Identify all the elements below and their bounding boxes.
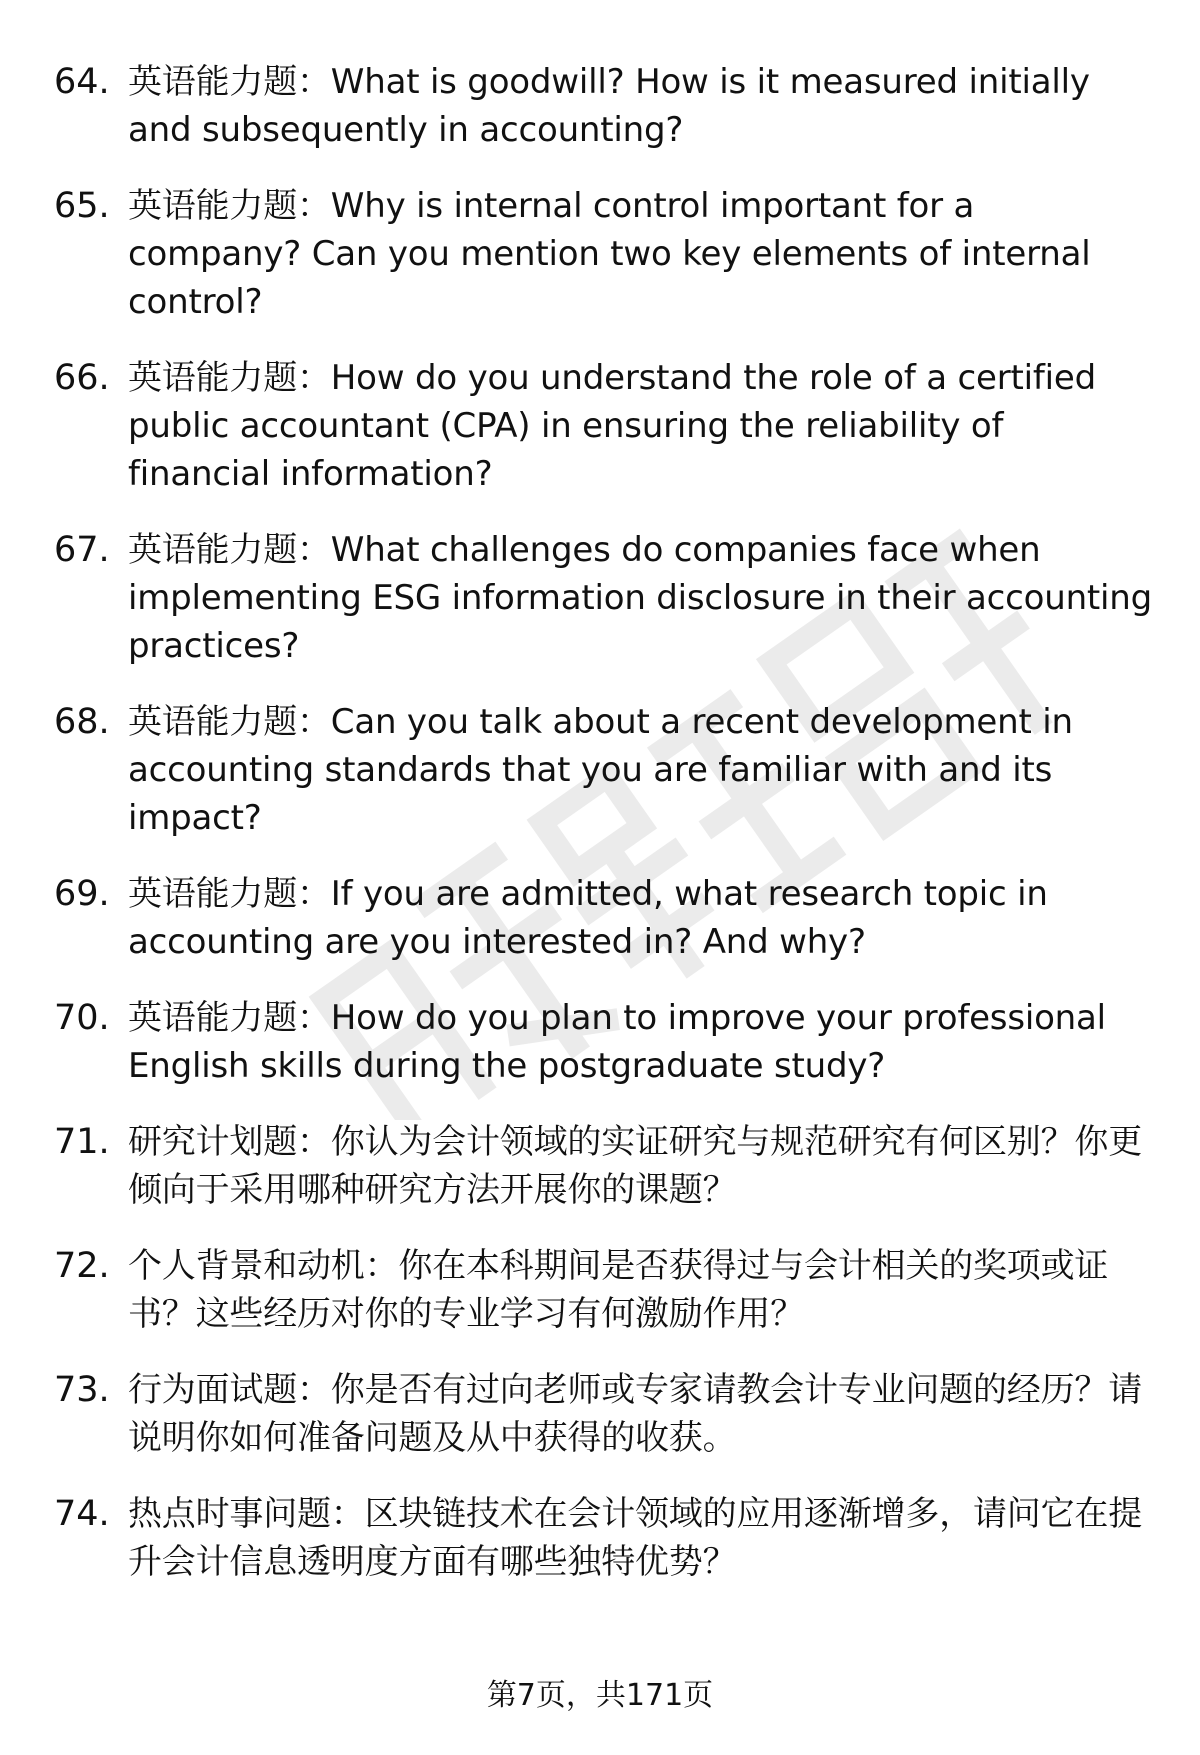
question-item [54,870,1154,966]
question-number: 72. [54,1246,110,1286]
question-number: 69. [54,874,110,914]
page-footer [0,1676,1200,1716]
question-number: 67. [54,530,110,570]
question-text: 英语能力题：Why is internal control important for a company? Can you mention two key elements of internal control? [128,186,1091,322]
question-number: 74. [54,1494,110,1534]
question-number: 68. [54,702,110,742]
question-number: 64. [54,62,110,102]
question-item [54,58,1154,154]
question-number: 71. [54,1122,110,1162]
question-text: 个人背景和动机：你在本科期间是否获得过与会计相关的奖项或证书？这些经历对你的专业学习有何激励作用？ [128,1246,1109,1334]
question-item [54,526,1154,670]
question-item [54,698,1154,842]
question-text: 英语能力题：What is goodwill? How is it measured initially and subsequently in accounting? [128,62,1090,150]
page-indicator: 第7页，共171页 [486,1678,714,1713]
question-text: 英语能力题：If you are admitted, what research topic in accounting are you interested in? And why? [128,874,1048,962]
question-item [54,994,1154,1090]
question-number: 73. [54,1370,110,1410]
question-text: 英语能力题：Can you talk about a recent development in accounting standards that you are familiar with and its impact? [128,702,1073,838]
question-item [54,182,1154,326]
question-item [54,1242,1154,1338]
question-item [54,1490,1154,1586]
question-item [54,354,1154,498]
question-text: 热点时事问题：区块链技术在会计领域的应用逐渐增多，请问它在提升会计信息透明度方面有哪些独特优势？ [128,1494,1142,1582]
question-list [54,58,1154,1614]
question-number: 66. [54,358,110,398]
question-number: 70. [54,998,110,1038]
question-text: 英语能力题：What challenges do companies face when implementing ESG information disclosure in their accounting practices? [128,530,1153,666]
question-text: 研究计划题：你认为会计领域的实证研究与规范研究有何区别？你更倾向于采用哪种研究方法开展你的课题？ [128,1122,1142,1210]
question-item [54,1118,1154,1214]
question-number: 65. [54,186,110,226]
question-text: 英语能力题：How do you plan to improve your professional English skills during the postgraduate study? [128,998,1106,1086]
question-text: 行为面试题：你是否有过向老师或专家请教会计专业问题的经历？请说明你如何准备问题及从中获得的收获。 [128,1370,1142,1458]
question-item [54,1366,1154,1462]
question-text: 英语能力题：How do you understand the role of a certified public accountant (CPA) in ensuring the reliability of financial information? [128,358,1096,494]
